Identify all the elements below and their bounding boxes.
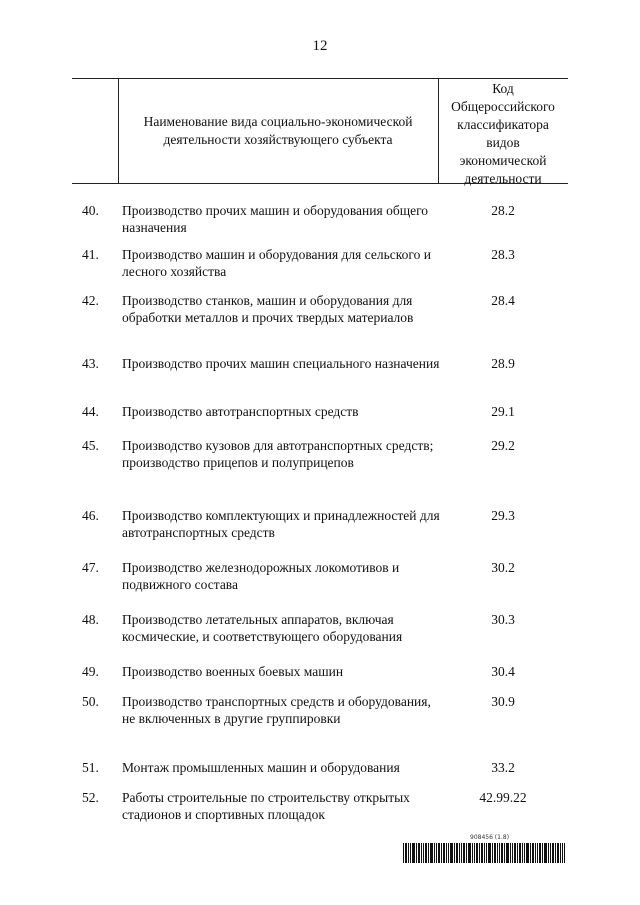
row-okved-code: 30.2 [491, 560, 515, 575]
row-number: 40. [82, 203, 99, 218]
row-activity-name: Производство военных боевых машин [122, 664, 344, 679]
row-number: 41. [82, 247, 99, 262]
header-code-line: классификатора [457, 117, 549, 132]
page-number: 12 [312, 38, 328, 54]
row-number: 43. [82, 356, 99, 371]
row-activity-name: Производство прочих машин и оборудования общего назначения [122, 203, 429, 235]
header-code-line: деятельности [464, 171, 542, 186]
row-number: 47. [82, 560, 99, 575]
row-number: 52. [82, 790, 99, 805]
row-okved-code: 33.2 [491, 760, 515, 775]
row-number: 49. [82, 664, 99, 679]
row-number: 51. [82, 760, 99, 775]
header-code-line: видов [486, 135, 520, 150]
row-okved-code: 28.2 [491, 203, 515, 218]
row-activity-name: Производство транспортных средств и оборудования, не включенных в другие группировки [122, 694, 431, 726]
row-number: 42. [82, 293, 99, 308]
header-code-line: Код [492, 81, 514, 96]
table-top-rule [72, 78, 568, 79]
header-okved-code [438, 80, 568, 188]
row-activity-name: Производство машин и оборудования для сельского и лесного хозяйства [122, 247, 431, 279]
row-number: 45. [82, 438, 99, 453]
header-code-line: экономической [459, 153, 547, 168]
row-activity-name: Производство станков, машин и оборудования для обработки металлов и прочих твердых материалов [122, 293, 414, 325]
row-okved-code: 30.9 [491, 694, 515, 709]
row-okved-code: 42.99.22 [479, 790, 527, 805]
row-activity-name: Работы строительные по строительству открытых стадионов и спортивных площадок [122, 790, 410, 822]
row-activity-name: Производство автотранспортных средств [122, 404, 359, 419]
row-okved-code: 28.9 [491, 356, 515, 371]
row-activity-name: Производство комплектующих и принадлежностей для автотранспортных средств [122, 508, 440, 540]
row-activity-name: Производство прочих машин специального назначения [122, 356, 440, 371]
row-activity-name: Монтаж промышленных машин и оборудования [122, 760, 400, 775]
header-activity-name: Наименование вида социально-экономической деятельности хозяйствующего субъекта [143, 114, 413, 147]
row-number: 50. [82, 694, 99, 709]
row-okved-code: 28.3 [491, 247, 515, 262]
row-okved-code: 29.3 [491, 508, 515, 523]
row-activity-name: Производство железнодорожных локомотивов и подвижного состава [122, 560, 400, 592]
row-okved-code: 29.2 [491, 438, 515, 453]
row-okved-code: 30.4 [491, 664, 515, 679]
row-okved-code: 29.1 [491, 404, 515, 419]
header-code-line: Общероссийского [451, 99, 555, 114]
document-code: 908456 (1.8) [470, 834, 510, 841]
row-number: 48. [82, 612, 99, 627]
row-activity-name: Производство кузовов для автотранспортных средств; производство прицепов и полуприцепов [122, 438, 434, 470]
row-okved-code: 30.3 [491, 612, 515, 627]
barcode-image [403, 843, 565, 863]
row-okved-code: 28.4 [491, 293, 515, 308]
row-activity-name: Производство летательных аппаратов, включая космические, и соответствующего оборудования [122, 612, 403, 644]
row-number: 44. [82, 404, 99, 419]
row-number: 46. [82, 508, 99, 523]
